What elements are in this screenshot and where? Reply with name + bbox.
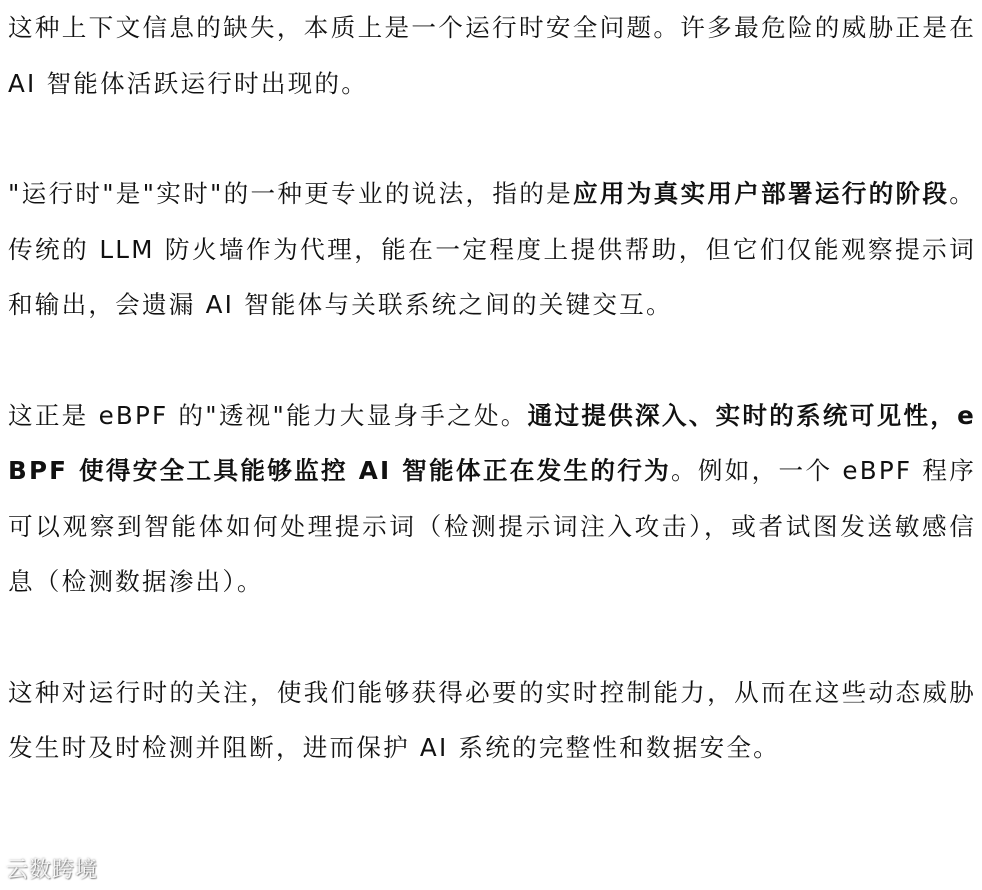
source-watermark: 云数跨境 (6, 858, 99, 883)
paragraph-runtime-security (8, 0, 976, 111)
paragraph-text: "运行时"是"实时"的一种更专业的说法，指的是 (8, 179, 573, 208)
paragraph-text: 这正是 eBPF 的"透视"能力大显身手之处。 (8, 400, 528, 430)
paragraph-text: 这种上下文信息的缺失，本质上是一个运行时安全问题。许多最危险的威胁正是在 AI 智能体活跃运行时出现的。 (8, 13, 976, 98)
bold-emphasis: 通过提供深入、实时的系统可见性，eBPF 使得安全工具能够监控 AI 智能体正在发生的行为 (8, 400, 976, 485)
paragraph-text: 。传统的 LLM 防火墙作为代理，能在一定程度上提供帮助，但它们仅能观察提示词和输出，会遗漏 AI 智能体与关联系统之间的关键交互。 (8, 179, 976, 319)
article-body (8, 0, 976, 776)
paragraph-runtime-definition (8, 166, 976, 333)
paragraph-text: 这种对运行时的关注，使我们能够获得必要的实时控制能力，从而在这些动态威胁发生时及时检测并阻断，进而保护 AI 系统的完整性和数据安全。 (8, 677, 976, 762)
paragraph-runtime-focus (8, 665, 976, 776)
bold-emphasis: 应用为真实用户部署运行的阶段 (572, 179, 950, 208)
paragraph-ebpf-visibility (8, 388, 976, 610)
paragraph-text: 。例如，一个 eBPF 程序可以观察到智能体如何处理提示词（检测提示词注入攻击），或者试图发送敏感信息（检测数据渗出）。 (8, 456, 976, 596)
